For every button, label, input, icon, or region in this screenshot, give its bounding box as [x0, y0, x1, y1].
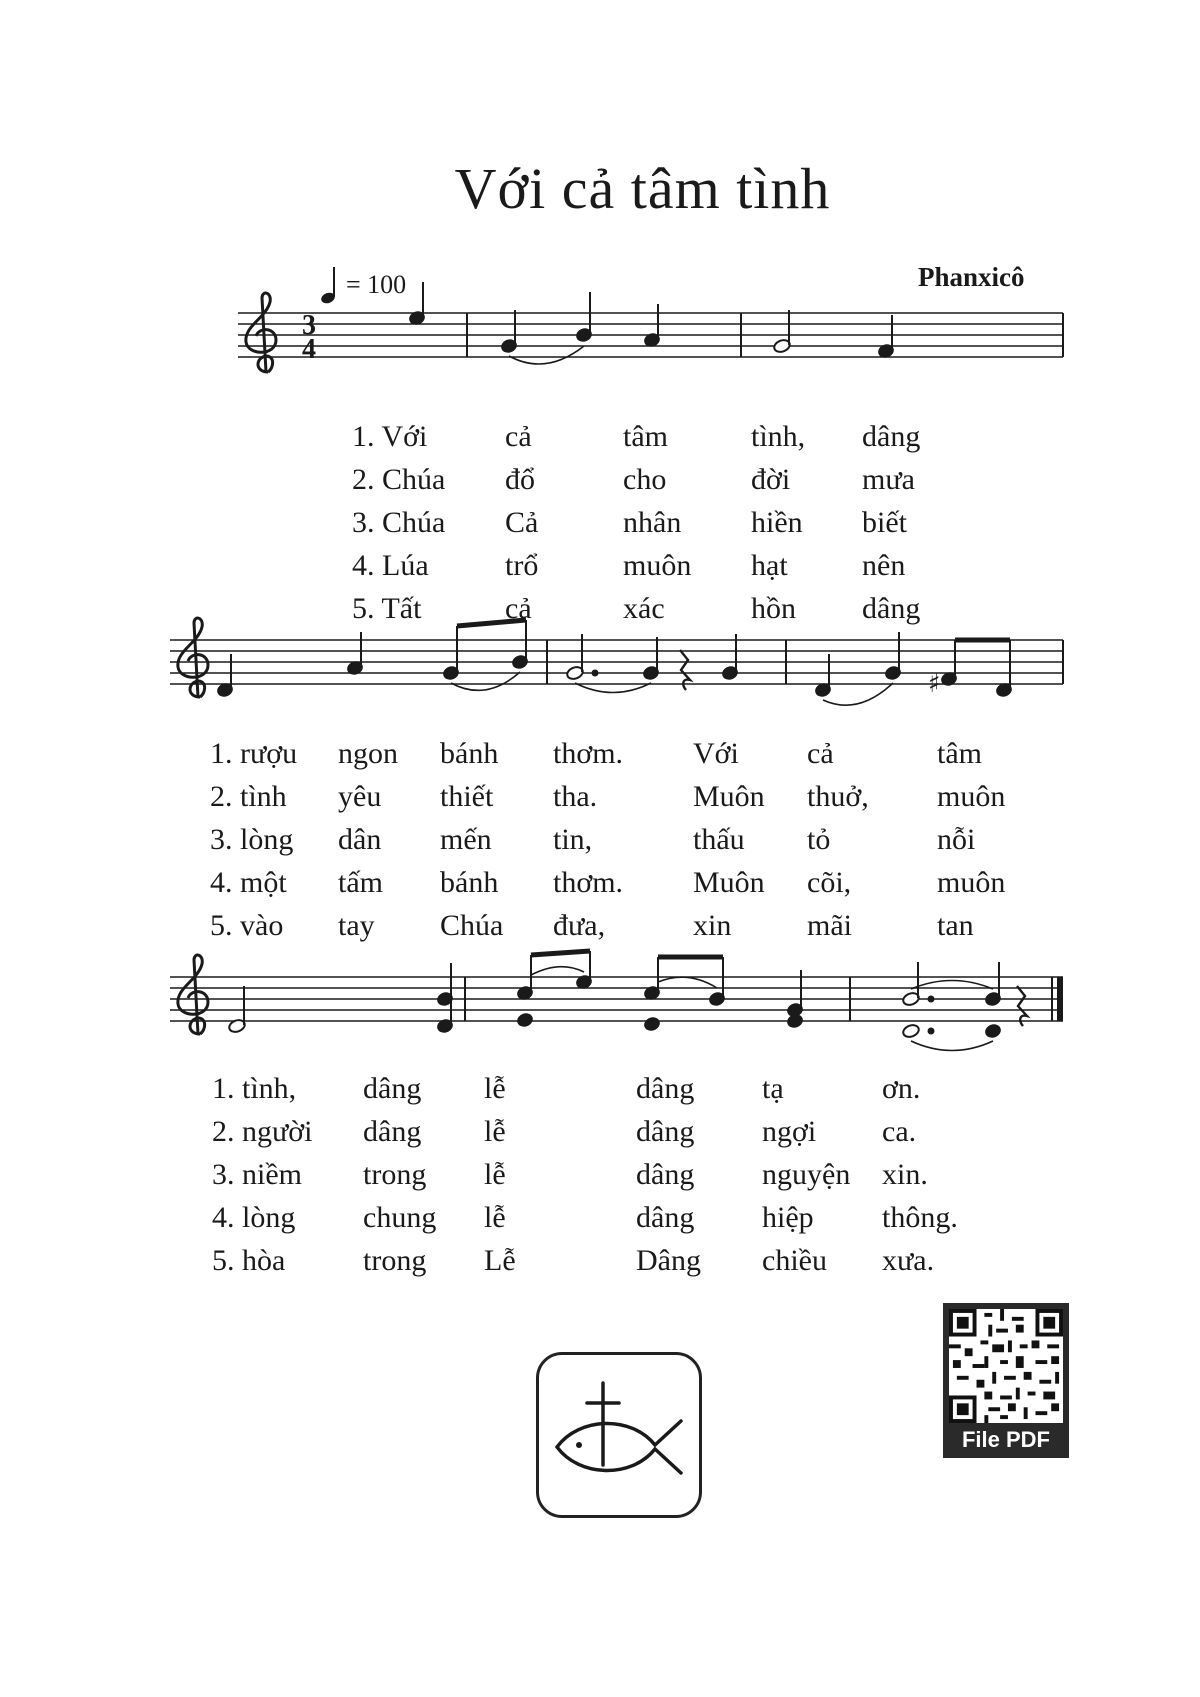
lyric-syllable: 2. Chúa — [352, 463, 446, 496]
lyric-syllable: 3. niềm — [212, 1158, 302, 1191]
lyric-syllable: Muôn — [693, 866, 765, 899]
lyric-syllable: hiền — [751, 506, 803, 539]
lyric-syllable: Muôn — [693, 780, 765, 813]
note-head — [517, 1012, 534, 1027]
sharp-icon: ♯ — [928, 669, 941, 699]
lyric-syllable: dâng — [636, 1115, 695, 1148]
lyric-syllable: dâng — [363, 1072, 422, 1105]
time-signature-bottom: 4 — [302, 334, 316, 365]
tempo-value: = 100 — [346, 270, 407, 299]
lyric-syllable: dâng — [636, 1158, 695, 1191]
lyric-syllable: mưa — [862, 463, 915, 496]
lyric-syllable: biết — [862, 506, 907, 539]
lyric-syllable: nguyện — [762, 1158, 851, 1191]
lyric-syllable: trong — [363, 1158, 427, 1191]
song-title: Với cả tâm tình — [454, 156, 831, 221]
lyric-syllable: trổ — [505, 549, 539, 582]
lyric-syllable: thơm. — [553, 737, 624, 770]
lyric-syllable: xin. — [882, 1158, 928, 1191]
lyric-syllable: tha. — [553, 780, 598, 813]
lyric-syllable: tâm — [623, 420, 668, 453]
lyric-syllable: muôn — [937, 780, 1006, 813]
lyric-syllable: ngon — [338, 737, 398, 770]
lyric-syllable: yêu — [338, 780, 382, 813]
lyric-syllable: lễ — [484, 1201, 506, 1234]
lyric-syllable: mến — [440, 823, 492, 856]
lyric-syllable: Dâng — [636, 1244, 701, 1277]
lyric-syllable: 3. Chúa — [352, 506, 446, 539]
cross-fish-logo — [536, 1352, 702, 1518]
lyric-syllable: mãi — [807, 909, 852, 942]
lyric-syllable: 4. Lúa — [352, 549, 429, 582]
lyric-syllable: 2. tình — [210, 780, 287, 813]
lyric-syllable: cả — [505, 420, 532, 453]
lyric-syllable: 4. một — [210, 866, 287, 899]
lyric-syllable: 1. Với — [352, 420, 428, 453]
lyric-syllable: 2. người — [212, 1115, 313, 1148]
time-signature-top: 3 — [302, 310, 316, 341]
lyric-syllable: Cả — [505, 506, 539, 539]
lyric-syllable: dâng — [636, 1201, 695, 1234]
lyric-syllable: tình, — [751, 420, 806, 453]
qr-label: File PDF — [961, 1427, 1050, 1452]
lyric-syllable: thấu — [693, 823, 745, 856]
lyric-syllable: tạ — [762, 1072, 784, 1105]
lyric-syllable: tay — [338, 909, 375, 942]
lyric-syllable: dâng — [862, 592, 921, 625]
cross-fish-icon — [539, 1355, 699, 1515]
lyric-syllable: cho — [623, 463, 667, 496]
lyric-syllable: chung — [363, 1201, 437, 1234]
lyric-syllable: dâng — [862, 420, 921, 453]
lyric-syllable: chiều — [762, 1244, 827, 1277]
lyric-syllable: dâng — [636, 1072, 695, 1105]
lyric-syllable: 1. tình, — [212, 1072, 297, 1105]
lyric-syllable: tin, — [553, 823, 593, 856]
lyric-syllable: bánh — [440, 737, 499, 770]
lyric-syllable: muôn — [623, 549, 692, 582]
lyric-syllable: lễ — [484, 1158, 506, 1191]
quarter-rest-icon — [1017, 986, 1027, 1026]
lyric-syllable: thơm. — [553, 866, 624, 899]
lyric-syllable: đổ — [505, 463, 535, 496]
lyric-syllable: tấm — [338, 866, 383, 899]
lyric-syllable: bánh — [440, 866, 499, 899]
lyric-syllable: thuở, — [807, 780, 869, 813]
lyric-syllable: tan — [937, 909, 974, 942]
lyric-syllable: đời — [751, 463, 791, 496]
lyric-syllable: tỏ — [807, 823, 831, 856]
lyric-syllable: Chúa — [440, 909, 504, 942]
note-head — [902, 1023, 921, 1039]
lyric-syllable: Với — [693, 737, 739, 770]
lyric-syllable: tâm — [937, 737, 982, 770]
lyric-syllable: nhân — [623, 506, 682, 539]
lyric-syllable: dâng — [363, 1115, 422, 1148]
lyric-syllable: xưa. — [882, 1244, 935, 1277]
lyric-syllable: xác — [623, 592, 665, 625]
qr-code-icon — [949, 1309, 1063, 1423]
lyric-syllable: 5. Tất — [352, 592, 422, 625]
lyric-syllable: cả — [807, 737, 834, 770]
lyric-syllable: 3. lòng — [210, 823, 294, 856]
lyric-syllable: 1. rượu — [210, 737, 298, 770]
lyric-syllable: muôn — [937, 866, 1006, 899]
lyric-syllable: dân — [338, 823, 382, 856]
lyric-syllable: thiết — [440, 780, 494, 813]
lyric-syllable: trong — [363, 1244, 427, 1277]
lyric-syllable: nỗi — [937, 823, 976, 856]
lyric-syllable: hiệp — [762, 1201, 814, 1234]
note-head — [985, 1023, 1002, 1038]
lyric-syllable: ơn. — [882, 1072, 921, 1105]
qr-code-box[interactable] — [943, 1303, 1069, 1458]
lyric-syllable: ngợi — [762, 1115, 817, 1148]
lyric-syllable: 5. vào — [210, 909, 284, 942]
lyric-syllable: 4. lòng — [212, 1201, 296, 1234]
lyric-syllable: 5. hòa — [212, 1244, 286, 1277]
lyric-syllable: đưa, — [553, 909, 606, 942]
lyric-syllable: cõi, — [807, 866, 852, 899]
lyric-syllable: lễ — [484, 1115, 506, 1148]
note-head — [787, 1013, 804, 1028]
lyric-syllable: hồn — [751, 592, 796, 625]
lyric-syllable: lễ — [484, 1072, 506, 1105]
lyric-syllable: Lễ — [484, 1244, 516, 1277]
lyric-syllable: hạt — [751, 549, 788, 582]
lyric-syllable: cả — [505, 592, 532, 625]
note-head — [644, 1016, 661, 1031]
lyric-syllable: nên — [862, 549, 906, 582]
lyric-syllable: thông. — [882, 1201, 958, 1234]
composer-name: Phanxicô — [918, 262, 1025, 292]
lyric-syllable: xin — [693, 909, 732, 942]
lyric-syllable: ca. — [882, 1115, 917, 1148]
